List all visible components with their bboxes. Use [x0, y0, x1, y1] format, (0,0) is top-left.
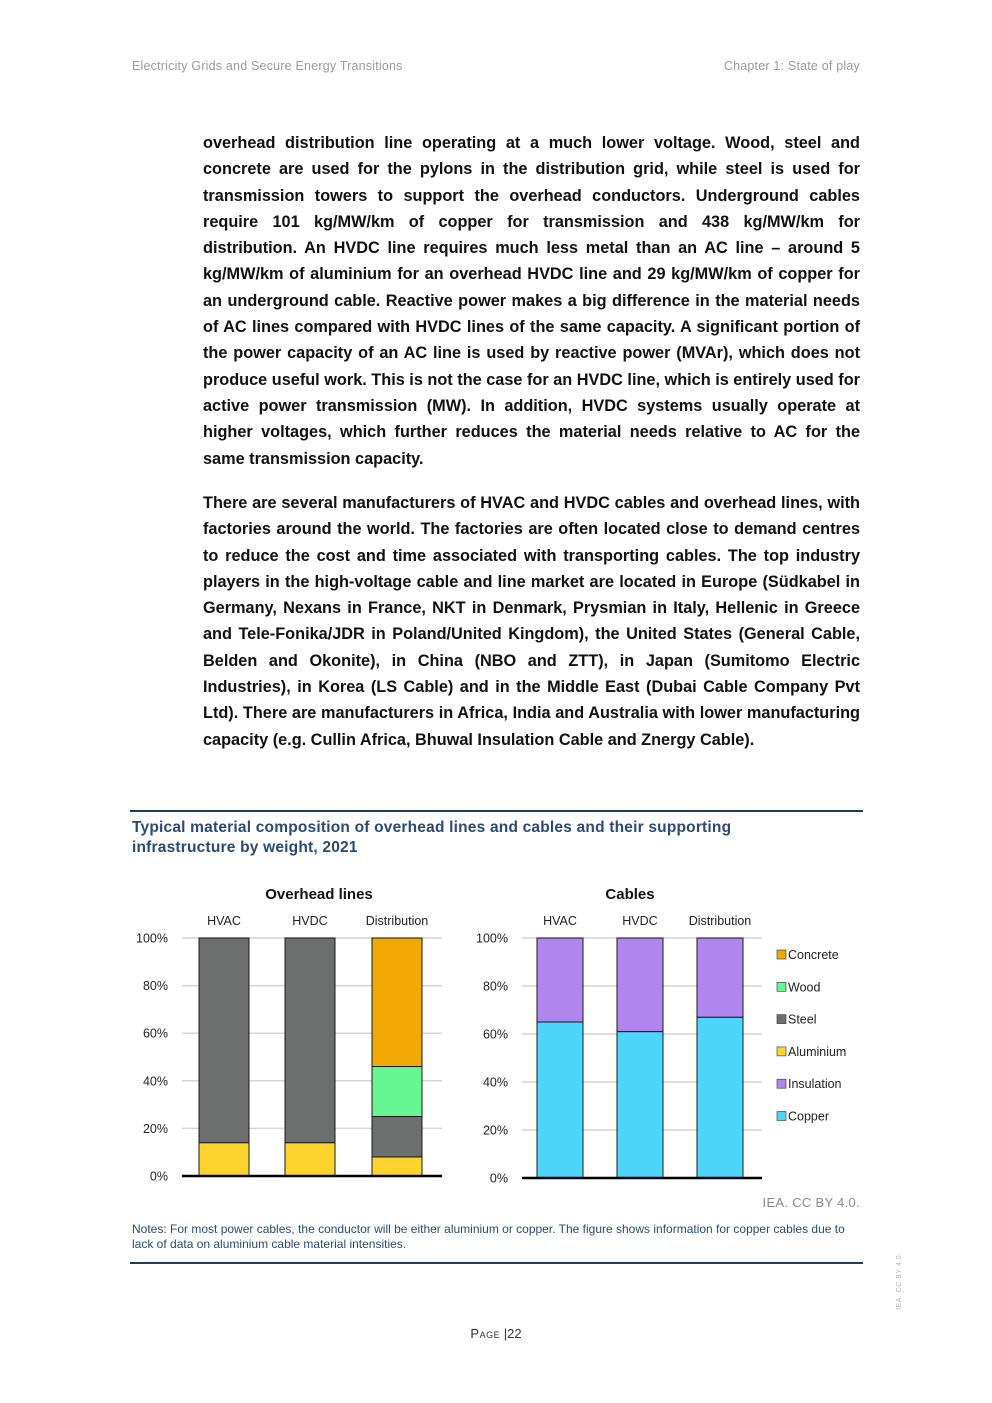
legend-label-steel: Steel [788, 1012, 817, 1027]
bar-segment-insulation [617, 938, 663, 1032]
bar-segment-concrete [372, 938, 422, 1067]
chart-overhead-lines [136, 886, 442, 1184]
bar-segment-insulation [697, 938, 743, 1017]
bar-segment-aluminium [199, 1143, 249, 1176]
y-tick-label: 0% [489, 1171, 508, 1186]
legend-label-aluminium: Aluminium [788, 1044, 847, 1059]
page-label: Page [470, 1326, 501, 1341]
page-separator: | [503, 1326, 508, 1341]
y-tick-label: 20% [482, 1123, 508, 1138]
bar-segment-copper [697, 1017, 743, 1178]
figure-source: IEA. CC BY 4.0. [762, 1195, 860, 1210]
y-tick-label: 80% [142, 979, 168, 994]
running-header-chapter: Chapter 1: State of play [723, 59, 860, 73]
category-label: HVAC [543, 914, 577, 928]
legend-swatch-insulation [777, 1079, 786, 1088]
figure-title: Typical material composition of overhead lines and cables and their supporting infrastructure by weight, 2021 [132, 819, 732, 856]
bar-segment-insulation [537, 938, 583, 1022]
legend-swatch-steel [777, 1015, 786, 1024]
bar-segment-aluminium [372, 1157, 422, 1176]
bar-segment-copper [537, 1022, 583, 1178]
category-label: HVDC [622, 914, 658, 928]
legend-label-copper: Copper [788, 1109, 829, 1124]
figure-notes: Notes: For most power cables, the conductor will be either aluminium or copper. The figure shows information for copper cables due to lack of data on aluminium cable material intensities. [132, 1222, 845, 1251]
side-license-mark: IEA. CC BY 4.0. [896, 1252, 903, 1310]
y-tick-label: 40% [482, 1075, 508, 1090]
y-tick-label: 60% [482, 1027, 508, 1042]
figure-chart [120, 878, 880, 1198]
y-tick-label: 0% [149, 1169, 168, 1184]
figure-top-rule [130, 810, 863, 812]
chart-title: Cables [605, 886, 655, 903]
bar-segment-wood [372, 1067, 422, 1117]
legend-label-concrete: Concrete [788, 948, 839, 962]
y-tick-label: 100% [476, 931, 508, 946]
bar-segment-steel [285, 938, 335, 1143]
y-tick-label: 60% [142, 1026, 168, 1041]
y-tick-label: 40% [142, 1074, 168, 1089]
legend-label-insulation: Insulation [788, 1077, 842, 1092]
y-tick-label: 80% [482, 979, 508, 994]
figure-bottom-rule [130, 1262, 863, 1264]
bar-segment-copper [617, 1032, 663, 1178]
legend-swatch-concrete [777, 950, 786, 959]
bar-segment-aluminium [285, 1143, 335, 1176]
bar-segment-steel [199, 938, 249, 1143]
category-label: HVDC [292, 914, 328, 928]
page-number: 22 [507, 1326, 522, 1341]
legend-swatch-aluminium [777, 1047, 786, 1056]
category-label: HVAC [207, 914, 241, 928]
legend-swatch-wood [777, 982, 786, 991]
page-footer [0, 1326, 992, 1341]
y-tick-label: 100% [136, 931, 168, 946]
body-paragraph: There are several manufacturers of HVAC and HVDC cables and overhead lines, with factories around the world. The factories are often located close to demand centres to reduce the cost and time associated with transporting cables. The top industry players in the high-voltage cable and line market are located in Europe (Südkabel in Germany, Nexans in France, NKT in Denmark, Prysmian in Italy, Hellenic in Greece and Tele-Fonika/JDR in Poland/United Kingdom), the United States (General Cable, Belden and Okonite), in China (NBO and ZTT), in Japan (Sumitomo Electric Industries), in Korea (LS Cable) and in the Middle East (Dubai Cable Company Pvt Ltd). There are manufacturers in Africa, India and Australia with lower manufacturing capacity (e.g. Cullin Africa, Bhuwal Insulation Cable and Znergy Cable). [203, 494, 860, 749]
chart-title: Overhead lines [265, 886, 373, 903]
category-label: Distribution [688, 914, 752, 928]
y-tick-label: 20% [142, 1121, 168, 1136]
bar-segment-steel [372, 1117, 422, 1157]
legend-label-wood: Wood [788, 980, 821, 995]
chart-legend [777, 948, 846, 1124]
category-label: Distribution [365, 914, 429, 928]
legend-swatch-copper [777, 1112, 786, 1121]
running-header-title: Electricity Grids and Secure Energy Transitions [132, 59, 403, 73]
chart-cables [476, 886, 762, 1186]
body-paragraph: overhead distribution line operating at a much lower voltage. Wood, steel and concrete are used for the pylons in the distribution grid, while steel is used for transmission towers to support the overhead conductors. Underground cables require 101 kg/MW/km of copper for transmission and 438 kg/MW/km for distribution. An HVDC line requires much less metal than an AC line – around 5 kg/MW/km of aluminium for an overhead HVDC line and 29 kg/MW/km of copper for an underground cable. Reactive power makes a big difference in the material needs of AC lines compared with HVDC lines of the same capacity. A significant portion of the power capacity of an AC line is used by reactive power (MVAr), which does not produce useful work. This is not the case for an HVDC line, which is entirely used for active power transmission (MW). In addition, HVDC systems usually operate at higher voltages, which further reduces the material needs relative to AC for the same transmission capacity. [203, 134, 860, 468]
